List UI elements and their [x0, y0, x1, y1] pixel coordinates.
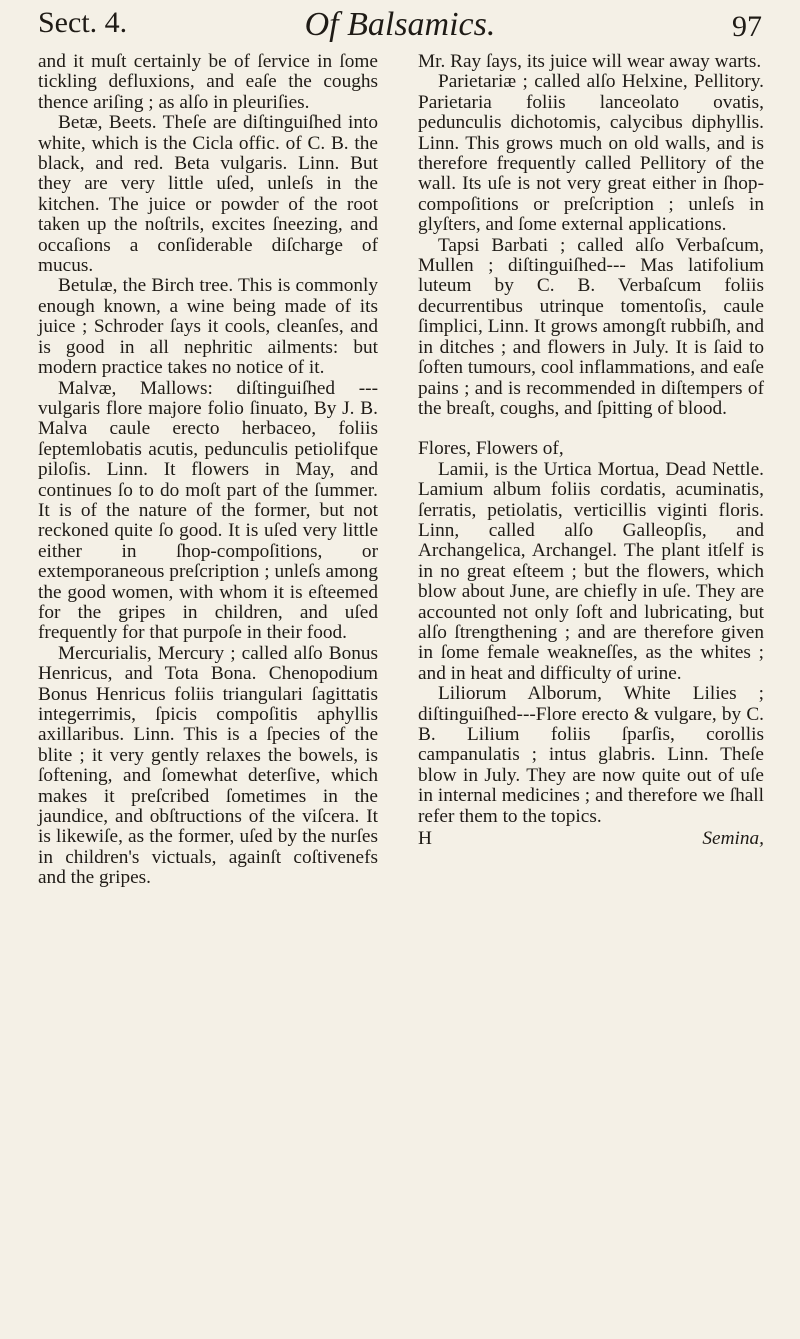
paragraph: Flores, Flowers of, [418, 438, 564, 460]
paragraph: Tapsi Barbati ; called alſo Verbaſcum, Mullen ; diſtinguiſhed--- Mas latifolium luteum by C. B. Verbaſcum foliis decurrentibus utrinque tomentoſis, caule ſimplici, Linn. It grows amongſt rubbiſh, and in ditches ; and flowers in July. It is ſaid to ſoften tumours, cool inflammations, and eaſe pains ; and is recommended in diſtempers of the breaſt, coughs, and ſpitting of blood. [418, 234, 764, 419]
paragraph: Mercurialis, Mercury ; called alſo Bonus Henricus, and Tota Bona. Chenopodium Bonus Henricus foliis triangulari ſagittatis integerrimis, ſpicis compoſitis aphyllis axillaribus. Linn. This is a ſpecies of the blite ; it very gently relaxes the bowels, is ſoftening, and ſomewhat deterſive, which makes it preſcribed ſometimes in the jaundice, and obſtructions of the viſcera. It is likewiſe, as the former, uſed by the nurſes in children's victuals, againſt coſtivenefs and the gripes. [38, 642, 378, 889]
catchword: Semina, [702, 828, 764, 850]
paragraph: Betæ, Beets. Theſe are diſtinguiſhed into white, which is the Cicla offic. of C. B. the black, and red. Beta vulgaris. Linn. But they are very little uſed, unleſs in the kitchen. The juice or powder of the root taken up the noſtrils, excites ſneezing, and occaſions a conſiderable diſcharge of mucus. [38, 112, 378, 277]
right-column [418, 52, 764, 851]
paragraph: Malvæ, Mallows: diſtinguiſhed ---vulgaris flore majore folio ſinuato, By J. B. Malva caule erecto herbaceo, foliis ſeptemlobatis acutis, pedunculis petiolifque piloſis. Linn. It flowers in May, and continues ſo to do moſt part of the ſummer. It is of the nature of the former, but not reckoned quite ſo good. It is uſed very little either in ſhop-compoſitions, or extemporaneous preſcription ; unleſs among the good women, with whom it is eſteemed for the gripes in children, and uſed frequently for that purpoſe in their food. [38, 377, 378, 644]
paragraph: Lamii, is the Urtica Mortua, Dead Nettle. Lamium album foliis cordatis, acuminatis, ſerratis, petiolatis, verticillis viginti floris. Linn, called alſo Galleopſis, and Archangelica, Archangel. The plant itſelf is in no great eſteem ; but the flowers, which blow about June, are chiefly in uſe. They are accounted not only ſoft and lubricating, but alſo ſtrengthening ; and are therefore given in ſome female weakneſſes, as the whites ; and in heat and difficulty of urine. [418, 458, 764, 684]
paragraph: Parietariæ ; called alſo Helxine, Pellitory. Parietaria foliis lanceolato ovatis, pedunculis dichotomis, calycibus diphyllis. Linn. This grows much on old walls, and is therefore frequently called Pellitory of the wall. Its uſe is not very great either in ſhop-compoſitions or preſcription ; unleſs in glyſters, and ſome external applications. [418, 71, 764, 236]
paragraph: Mr. Ray ſays, its juice will wear away warts. [418, 51, 762, 72]
paragraph-gap [418, 419, 764, 439]
paragraph: and it muſt certainly be of ſervice in ſome tickling defluxions, and eaſe the coughs thence ariſing ; as alſo in pleuriſies. [38, 51, 378, 113]
page-footer [418, 829, 764, 851]
signature-mark: H [418, 828, 432, 850]
running-title: Of Balsamics. [304, 6, 496, 43]
paragraph: Liliorum Alborum, White Lilies ; diſtinguiſhed---Flore erecto & vulgare, by C. B. Lilium foliis ſparſis, corollis campanulatis ; intus glabris. Linn. Theſe blow in July. They are now quite out of uſe in internal medicines ; and therefore we ſhall refer them to the topics. [418, 683, 764, 827]
paragraph: Betulæ, the Birch tree. This is commonly enough known, a wine being made of its juice ; Schroder ſays it cools, cleanſes, and is good in all nephritic ailments: but modern practice takes no notice of it. [38, 275, 378, 379]
section-label: Sect. 4. [38, 6, 128, 39]
page-header [38, 4, 762, 44]
left-column [38, 52, 378, 889]
page-number: 97 [732, 10, 762, 43]
